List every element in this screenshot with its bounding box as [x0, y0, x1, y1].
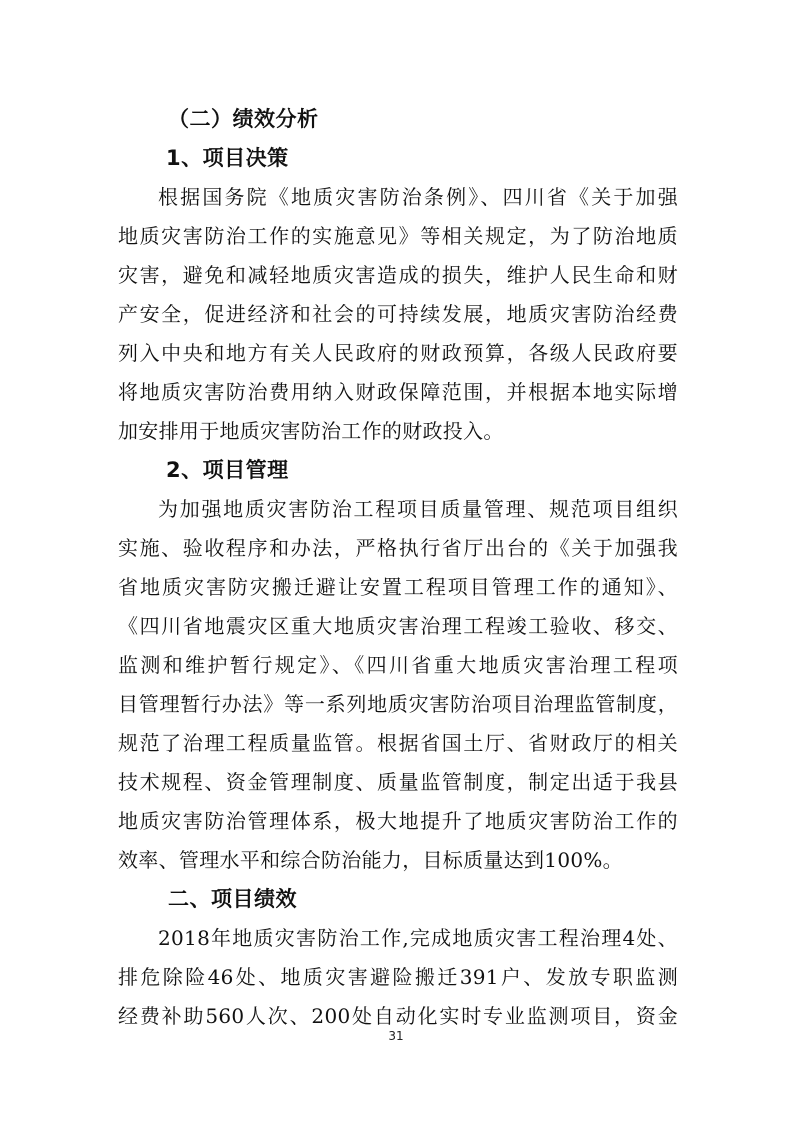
page-body — [118, 100, 678, 1036]
text-line: 排危除险46处、地质灾害避险搬迁391户、发放专职监测 — [118, 965, 678, 989]
text-line: 灾害，避免和减轻地质灾害造成的损失，维护人民生命和财 — [118, 263, 678, 287]
text-line: 地质灾害防治工作的实施意见》等相关规定，为了防治地质 — [118, 224, 678, 248]
paragraph-project-management — [118, 490, 678, 880]
page-number: 31 — [388, 1029, 404, 1043]
text-line: 效率、管理水平和综合防治能力，目标质量达到100%。 — [118, 848, 623, 872]
text-line: 地质灾害防治管理体系，极大地提升了地质灾害防治工作的 — [118, 809, 678, 833]
subsection-heading-project-management: 2、项目管理 — [166, 458, 289, 482]
paragraph-project-performance — [118, 919, 678, 1036]
text-line: 目管理暂行办法》等一系列地质灾害防治项目治理监管制度， — [118, 692, 678, 716]
text-line: 为加强地质灾害防治工程项目质量管理、规范项目组织 — [158, 497, 678, 521]
text-line: 产安全，促进经济和社会的可持续发展，地质灾害防治经费 — [118, 302, 678, 326]
paragraph-project-decision — [118, 178, 678, 451]
text-line: 实施、验收程序和办法，严格执行省厅出台的《关于加强我 — [118, 536, 678, 560]
text-line: 监测和维护暂行规定》、《四川省重大地质灾害治理工程项 — [118, 653, 678, 677]
text-line: 《四川省地震灾区重大地质灾害治理工程竣工验收、移交、 — [118, 614, 678, 638]
text-line: 根据国务院《地质灾害防治条例》、四川省《关于加强 — [158, 185, 678, 209]
text-line: 将地质灾害防治费用纳入财政保障范围，并根据本地实际增 — [118, 380, 678, 404]
text-line: 2018年地质灾害防治工作,完成地质灾害工程治理4处、 — [158, 926, 678, 950]
text-line: 经费补助560人次、200处自动化实时专业监测项目，资金 — [118, 1004, 678, 1028]
text-line: 列入中央和地方有关人民政府的财政预算，各级人民政府要 — [118, 341, 678, 365]
subsection-heading-project-decision: 1、项目决策 — [166, 146, 289, 170]
text-line: 加安排用于地质灾害防治工作的财政投入。 — [118, 419, 504, 443]
text-line: 规范了治理工程质量监管。根据省国土厅、省财政厅的相关 — [118, 731, 678, 755]
text-line: 省地质灾害防灾搬迁避让安置工程项目管理工作的通知》、 — [118, 575, 678, 599]
text-line: 技术规程、资金管理制度、质量监管制度，制定出适于我县 — [118, 770, 678, 794]
section-heading-project-performance: 二、项目绩效 — [168, 887, 297, 911]
section-heading-performance-analysis: （二）绩效分析 — [168, 107, 319, 131]
